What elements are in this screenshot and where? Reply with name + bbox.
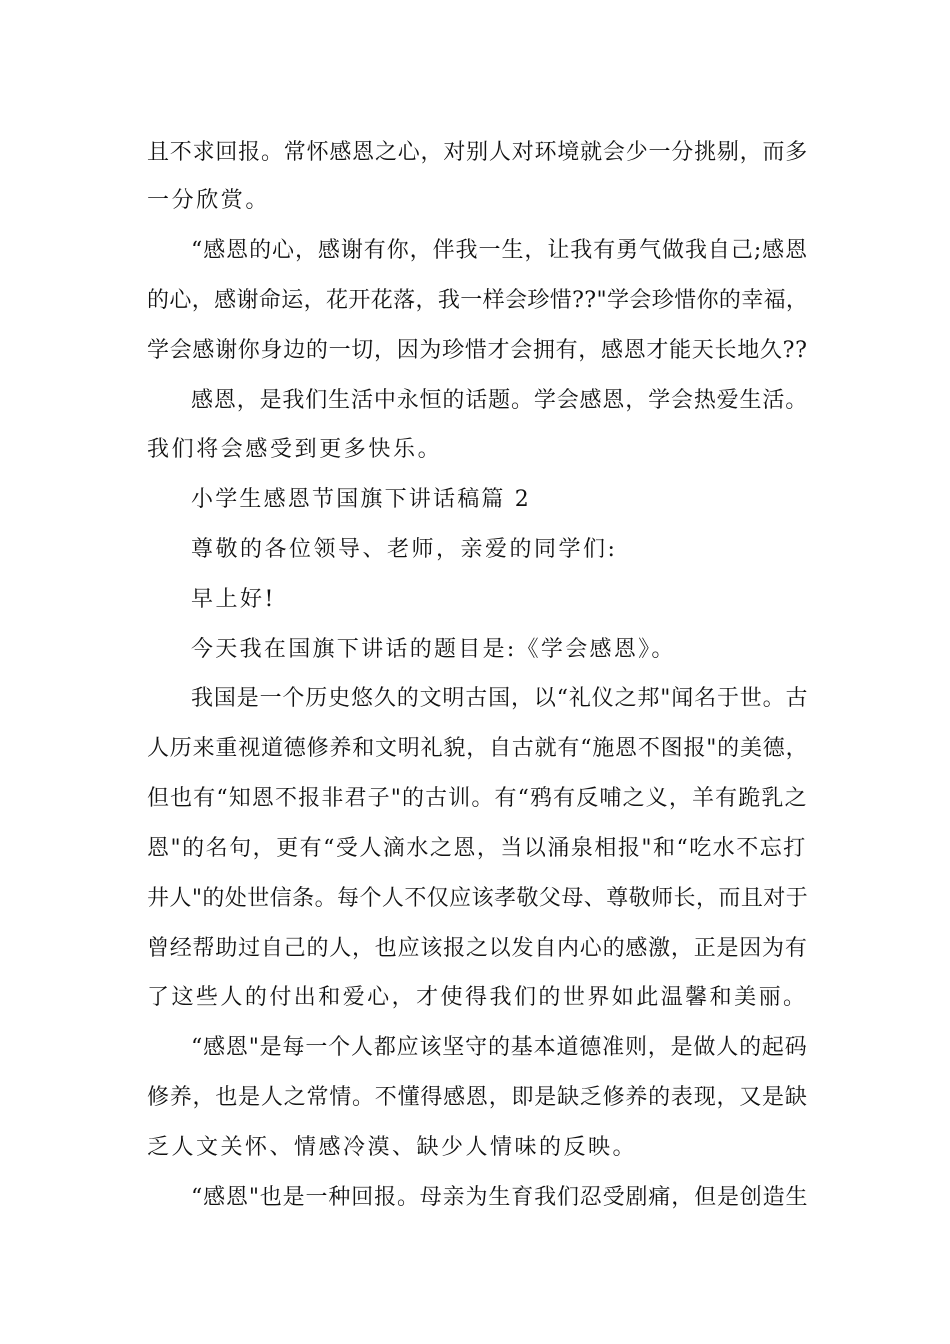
text-line: 恩"的名句，更有“受人滴水之恩，当以涌泉相报"和“吃水不忘打 — [147, 836, 807, 861]
text-line: 井人"的处世信条。每个人不仅应该孝敬父母、尊敬师长，而且对于 — [147, 886, 809, 911]
text-line: 学会感谢你身边的一切，因为珍惜才会拥有，感恩才能天长地久?? — [147, 338, 808, 363]
text-line: 今天我在国旗下讲话的题目是:《学会感恩》。 — [191, 637, 676, 662]
text-line: 人历来重视道德修养和文明礼貌，自古就有“施恩不图报"的美德， — [147, 736, 809, 761]
section-heading: 小学生感恩节国旗下讲话稿篇 2 — [191, 487, 531, 512]
text-line: “感恩的心，感谢有你，伴我一生，让我有勇气做我自己;感恩 — [191, 238, 809, 263]
text-line: 的心，感谢命运，花开花落，我一样会珍惜??"学会珍惜你的幸福， — [147, 288, 809, 313]
text-line: 感恩，是我们生活中永恒的话题。学会感恩，学会热爱生活。 — [191, 388, 809, 413]
salutation: 尊敬的各位领导、老师，亲爱的同学们: — [191, 537, 618, 562]
text-line: “感恩"也是一种回报。母亲为生育我们忍受剧痛，但是创造生 — [191, 1185, 809, 1210]
text-line: 一分欣赏。 — [147, 188, 271, 213]
text-line: 但也有“知恩不报非君子"的古训。有“鸦有反哺之义，羊有跪乳之 — [147, 786, 808, 811]
text-line: 了这些人的付出和爱心，才使得我们的世界如此温馨和美丽。 — [147, 985, 808, 1010]
text-line: “感恩"是每一个人都应该坚守的基本道德准则，是做人的起码 — [191, 1035, 808, 1060]
text-line: 我国是一个历史悠久的文明古国，以“礼仪之邦"闻名于世。古 — [191, 686, 809, 711]
text-line: 我们将会感受到更多快乐。 — [147, 437, 443, 462]
greeting: 早上好! — [191, 587, 276, 612]
text-line: 修养，也是人之常情。不懂得感恩，即是缺乏修养的表现，又是缺 — [147, 1085, 808, 1110]
text-line: 乏人文关怀、情感冷漠、缺少人情味的反映。 — [147, 1135, 638, 1160]
text-line: 曾经帮助过自己的人，也应该报之以发自内心的感激，正是因为有 — [147, 936, 808, 961]
text-line: 且不求回报。常怀感恩之心，对别人对环境就会少一分挑剔，而多 — [147, 140, 809, 165]
